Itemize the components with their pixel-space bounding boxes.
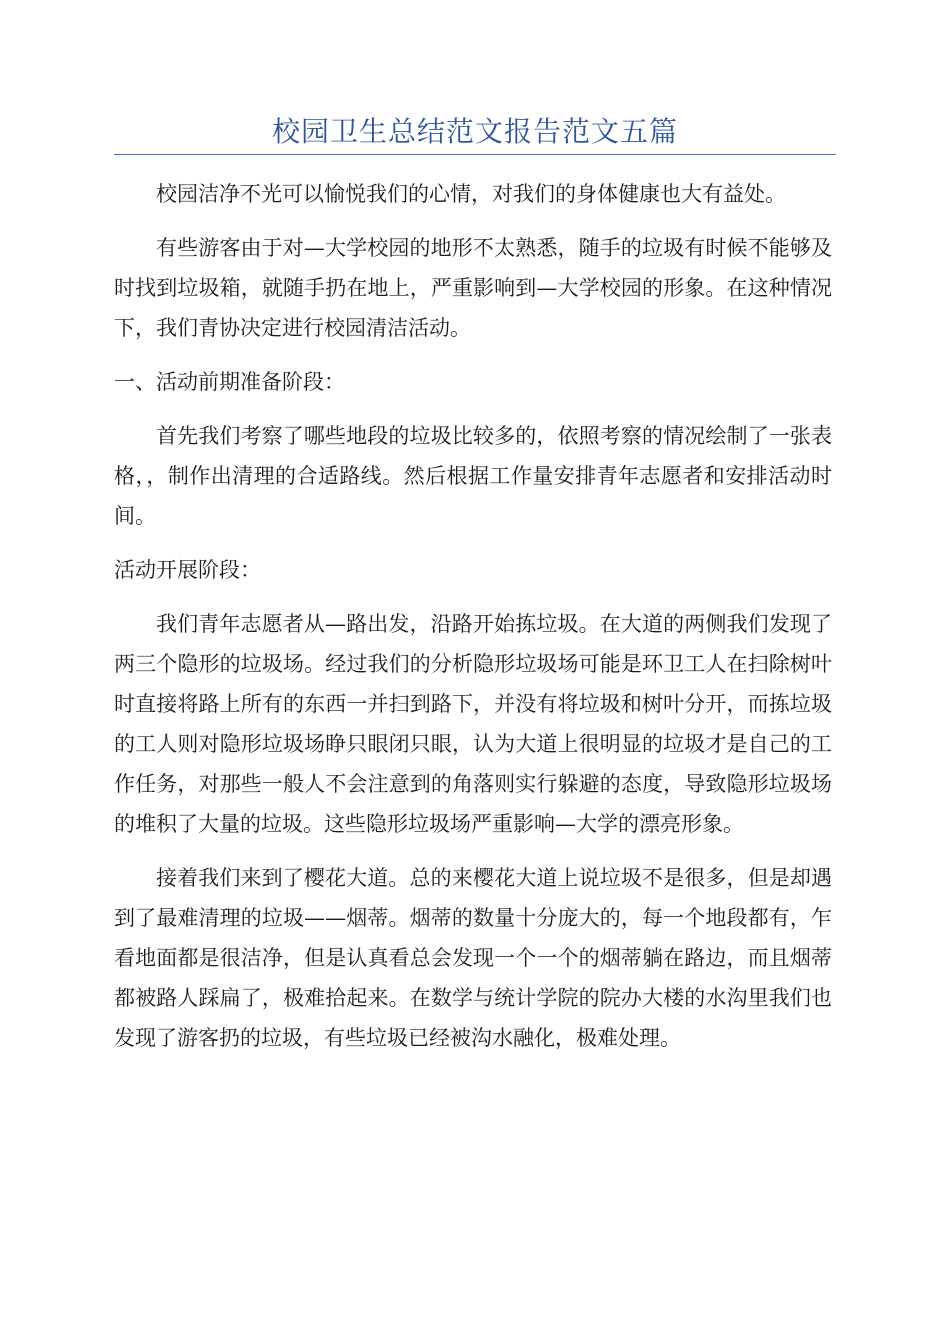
paragraph-background: 有些游客由于对—大学校园的地形不太熟悉，随手的垃圾有时候不能够及时找到垃圾箱，就随手扔在地上，严重影响到—大学校园的形象。在这种情况下，我们青协决定进行校园清洁活动。 — [114, 236, 832, 340]
title-underline — [114, 154, 836, 155]
paragraph-activity-route: 我们青年志愿者从—路出发，沿路开始拣垃圾。在大道的两侧我们发现了两三个隐形的垃圾场。经过我们的分析隐形垃圾场可能是环卫工人在扫除树叶时直接将路上所有的东西一并扫到路下，并没有将垃圾和树叶分开，而拣垃圾的工人则对隐形垃圾场睁只眼闭只眼，认为大道上很明显的垃圾才是自己的工作任务，对那些一般人不会注意到的角落则实行躲避的态度，导致隐形垃圾场的堆积了大量的垃圾。这些隐形垃圾场严重影响—大学的漂亮形象。 — [114, 612, 832, 836]
paragraph-intro: 校园洁净不光可以愉悦我们的心情，对我们的身体健康也大有益处。 — [156, 182, 786, 206]
document-title: 校园卫生总结范文报告范文五篇 — [271, 115, 678, 148]
document-body — [114, 174, 832, 1072]
paragraph-activity-sakura-avenue: 接着我们来到了樱花大道。总的来樱花大道上说垃圾不是很多，但是却遇到了最难清理的垃圾——烟蒂。烟蒂的数量十分庞大的，每一个地段都有，乍看地面都是很洁净，但是认真看总会发现一个一个的烟蒂躺在路边，而且烟蒂都被路人踩扁了，极难拾起来。在数学与统计学院的院办大楼的水沟里我们也发现了游客扔的垃圾，有些垃圾已经被沟水融化，极难处理。 — [114, 866, 832, 1050]
paragraph-preparation: 首先我们考察了哪些地段的垃圾比较多的，依照考察的情况绘制了一张表格，，制作出清理的合适路线。然后根据工作量安排青年志愿者和安排活动时间。 — [114, 424, 832, 528]
section-heading-preparation: 一、活动前期准备阶段： — [114, 370, 345, 394]
section-heading-activity: 活动开展阶段： — [114, 558, 261, 582]
